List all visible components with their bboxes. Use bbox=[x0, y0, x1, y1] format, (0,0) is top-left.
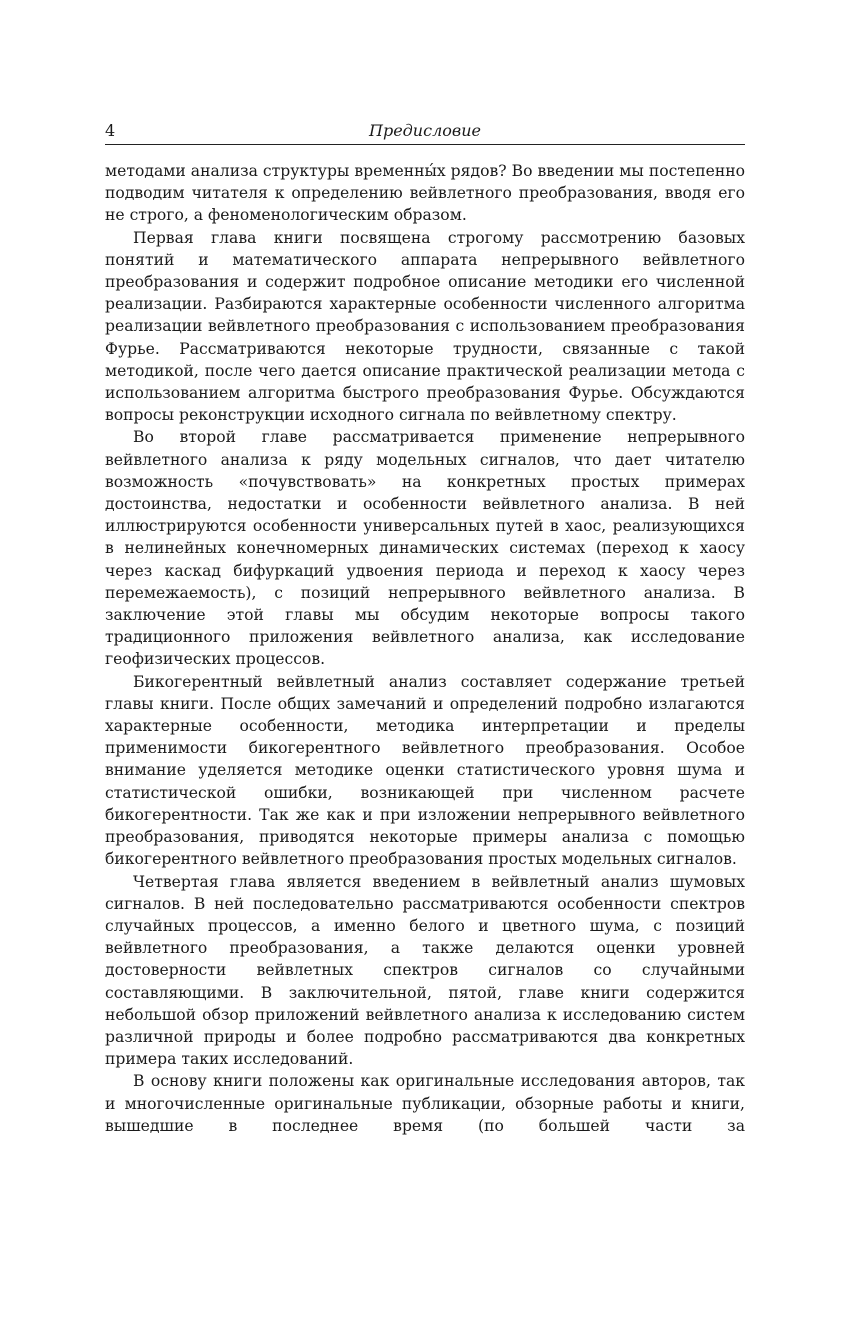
paragraph-chapter-one: Первая глава книги посвящена строгому рассмотрению базовых понятий и математического аппарата непрерывного вейвлетного преобразования и содержит подробное описание методики его численной реализации. Разбираются характерные особенности численного алгоритма реализации вейвлетного преобразования с использованием преобразования Фурье. Рассматриваются некоторые трудности, связанные с такой методикой, после чего дается описание практической реализации метода с использованием алгоритма быстрого преобразования Фурье. Обсуждаются вопросы реконструкции исходного сигнала по вейвлетному спектру. bbox=[105, 228, 745, 425]
paragraph-chapter-three: Бикогерентный вейвлетный анализ составляет содержание третьей главы книги. После общих замечаний и определений подробно излагаются характерные особенности, методика интерпретации и пределы применимости бикогерентного вейвлетного преобразования. Особое внимание уделяется методике оценки статистического уровня шума и статистической ошибки, возникающей при численном расчете бикогерентности. Так же как и при изложении непрерывного вейвлетного преобразования, приводятся некоторые примеры анализа с помощью бикогерентного вейвлетного преобразования простых модельных сигналов. bbox=[105, 672, 745, 869]
body-text bbox=[105, 160, 745, 1137]
paragraph-chapter-four-five: Четвертая глава является введением в вейвлетный анализ шумовых сигналов. В ней последовательно рассматриваются особенности спектров случайных процессов, а именно белого и цветного шума, с позиций вейвлетного преобразования, а также делаются оценки уровней достоверности вейвлетных спектров сигналов со случайными составляющими. В заключительной, пятой, главе книги содержится небольшой обзор приложений вейвлетного анализа к исследованию систем различной природы и более подробно рассматриваются два конкретных примера таких исследований. bbox=[105, 872, 745, 1069]
paragraph-continued: методами анализа структуры временны́х рядов? Во введении мы постепенно подводим читателя к определению вейвлетного преобразования, вводя его не строго, а феноменологическим образом. bbox=[105, 162, 745, 225]
section-title: Предисловие bbox=[369, 121, 481, 140]
paragraph-sources: В основу книги положены как оригинальные исследования авторов, так и многочисленные оригинальные публикации, обзорные работы и книги, вышедшие в последнее время (по большей части за bbox=[105, 1072, 745, 1135]
running-head bbox=[105, 118, 745, 145]
paragraph-chapter-two: Во второй главе рассматривается применение непрерывного вейвлетного анализа к ряду модельных сигналов, что дает читателю возможность «почувствовать» на конкретных простых примерах достоинства, недостатки и особенности вейвлетного анализа. В ней иллюстрируются особенности универсальных путей в хаос, реализующихся в нелинейных конечномерных динамических системах (переход к хаосу через каскад бифуркаций удвоения периода и переход к хаосу через перемежаемость), с позиций непрерывного вейвлетного анализа. В заключение этой главы мы обсудим некоторые вопросы такого традиционного приложения вейвлетного анализа, как исследование геофизических процессов. bbox=[105, 428, 745, 669]
book-page bbox=[105, 118, 745, 1137]
page-number: 4 bbox=[105, 121, 116, 140]
